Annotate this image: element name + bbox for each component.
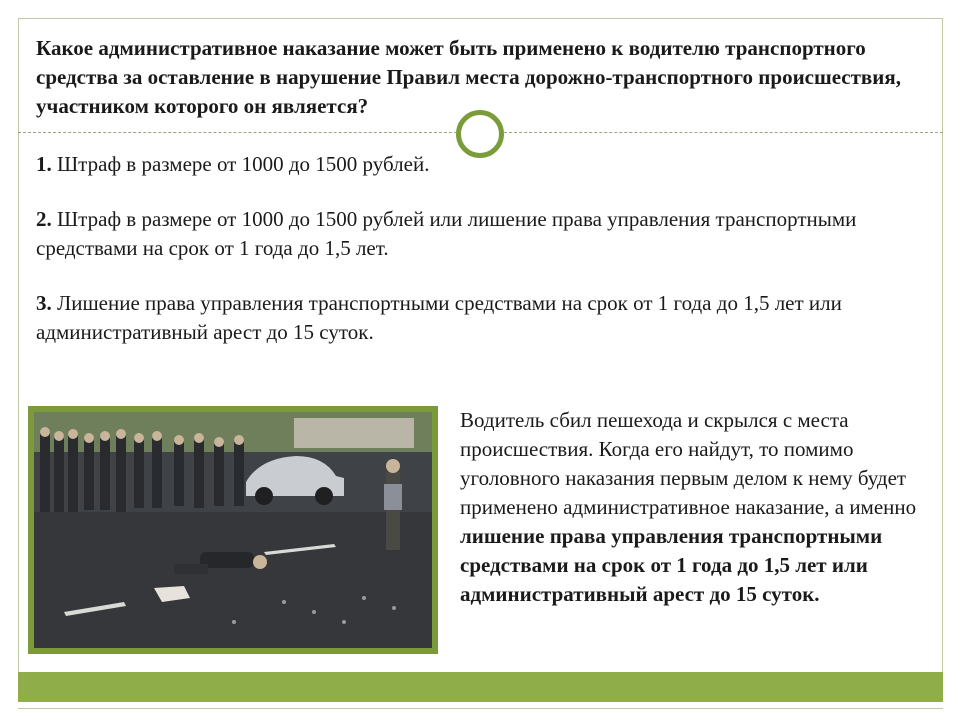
accident-scene-illustration: [34, 412, 432, 648]
answer-option-3[interactable]: [36, 289, 926, 347]
answer-text: Штраф в размере от 1000 до 1500 рублей.: [51, 152, 430, 176]
answer-option-2[interactable]: [36, 205, 926, 263]
answer-text: Лишение права управления транспортными средствами на срок от 1 года до 1,5 лет или административный арест до 15 суток.: [36, 291, 842, 344]
answer-number: 2.: [36, 207, 52, 231]
answer-number: 1.: [36, 152, 52, 176]
answer-option-1[interactable]: [36, 150, 926, 179]
explanation-text: [460, 406, 930, 609]
answer-number: 3.: [36, 291, 52, 315]
frame-left-border: [18, 18, 19, 680]
bottom-border: [18, 708, 943, 709]
footer-bar: [18, 672, 943, 702]
question-title: Какое административное наказание может быть применено к водителю транспортного средства за оставление в нарушение Правил места дорожно-транспортного происшествия, участником которого он является?: [36, 36, 901, 118]
accident-photo: [28, 406, 438, 654]
explanation-emphasis: лишение права управления транспортными средствами на срок от 1 года до 1,5 лет или административный арест до 15 суток.: [460, 524, 883, 606]
answer-list: [36, 150, 926, 373]
frame-top-border: [18, 18, 943, 19]
answer-text: Штраф в размере от 1000 до 1500 рублей или лишение права управления транспортными средствами на срок от 1 года до 1,5 лет.: [36, 207, 857, 260]
frame-right-border: [942, 18, 943, 680]
explanation-intro: Водитель сбил пешехода и скрылся с места происшествия. Когда его найдут, то помимо уголовного наказания первым делом к нему будет применено административное наказание, а именно: [460, 408, 917, 519]
